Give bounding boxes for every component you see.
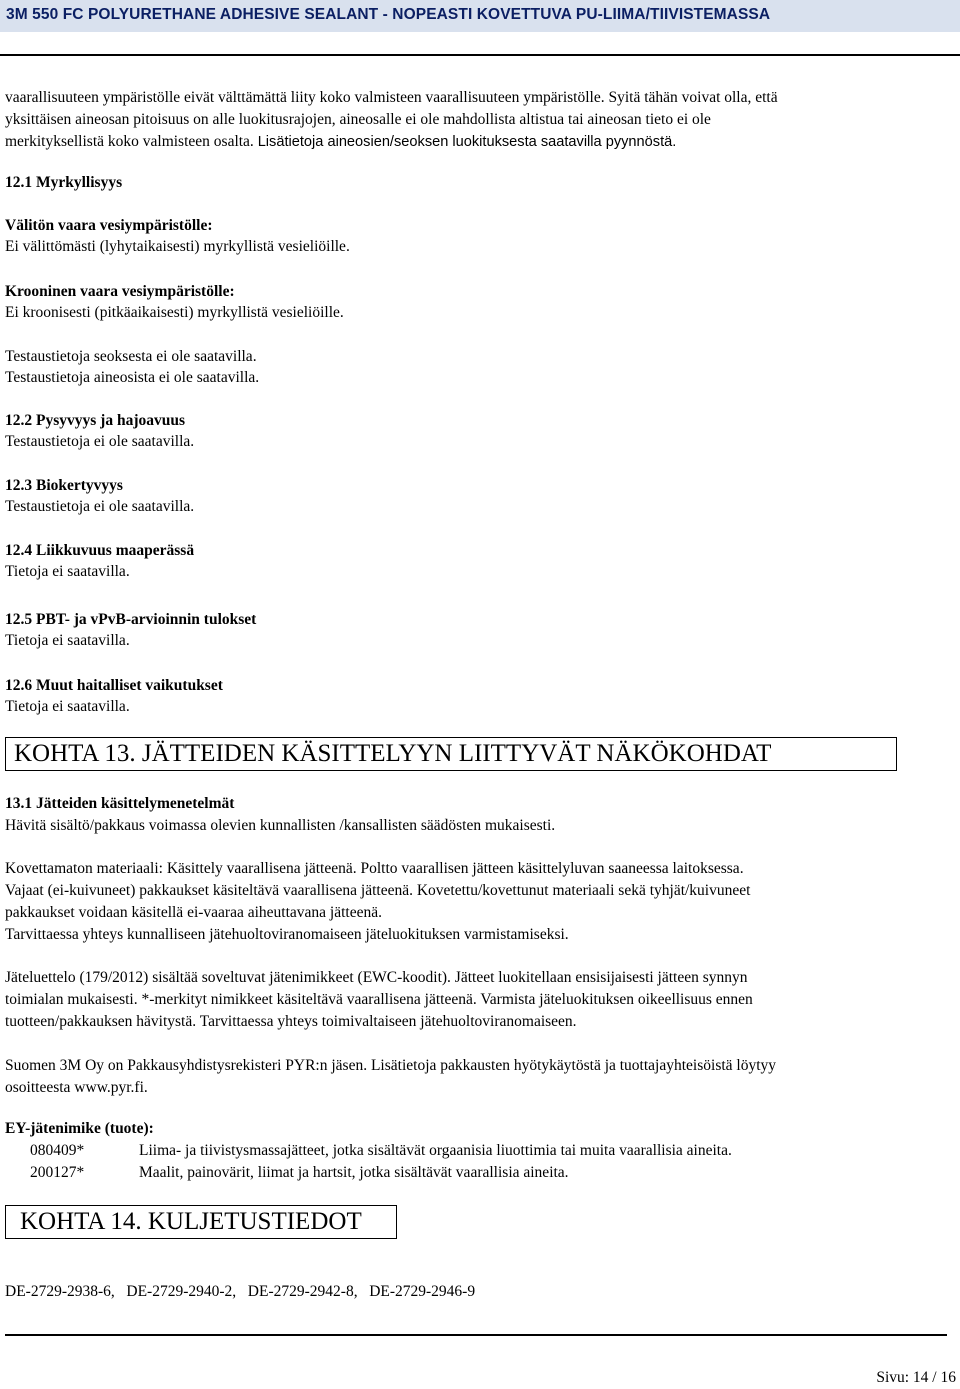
intro-line-3 — [5, 131, 676, 153]
s12-2-heading: 12.2 Pysyvyys ja hajoavuus — [5, 412, 185, 429]
s13-p1-line-4: Tarvittaessa yhteys kunnalliseen jätehuoltoviranomaiseen jäteluokituksen varmistamiseksi. — [5, 926, 569, 943]
s12-3-text: Testaustietoja ei ole saatavilla. — [5, 498, 195, 515]
footer-divider — [5, 1334, 947, 1336]
s13-1-heading: 13.1 Jätteiden käsittelymenetelmät — [5, 795, 235, 812]
s12-1-test-mixture: Testaustietoja seoksesta ei ole saatavilla. — [5, 348, 257, 365]
header-divider — [0, 54, 960, 56]
s13-p2-line-1: Jäteluettelo (179/2012) sisältää soveltuvat jätenimikkeet (EWC-koodit). Jätteet luokitellaan ensisijaisesti jätteen synnyn — [5, 969, 748, 986]
section-13-title: KOHTA 13. JÄTTEIDEN KÄSITTELYYN LIITTYVÄT NÄKÖKOHDAT — [14, 740, 772, 767]
ewc-heading: EY-jätenimike (tuote): — [5, 1120, 154, 1137]
s13-p1-line-1: Kovettamaton materiaali: Käsittely vaarallisena jätteenä. Poltto vaarallisen jätteen käsittelyluvan saaneessa laitoksessa. — [5, 860, 744, 877]
ewc-code-1: 080409* — [30, 1142, 85, 1159]
section-14-title: KOHTA 14. KULJETUSTIEDOT — [20, 1208, 362, 1235]
s12-1-test-ingredients: Testaustietoja aineosista ei ole saatavilla. — [5, 369, 260, 386]
s12-1-chronic-text: Ei kroonisesti (pitkäaikaisesti) myrkyllistä vesieliöille. — [5, 304, 344, 321]
s12-1-acute-text: Ei välittömästi (lyhytaikaisesti) myrkyllistä vesieliöille. — [5, 238, 350, 255]
s12-1-chronic-label: Krooninen vaara vesiympäristölle: — [5, 283, 235, 300]
s12-3-heading: 12.3 Biokertyvyys — [5, 477, 123, 494]
intro-line-3b: Lisätietoja aineosien/seoksen luokituksesta saatavilla pyynnöstä. — [257, 134, 677, 150]
document-header — [0, 0, 960, 32]
s12-1-acute-label: Välitön vaara vesiympäristölle: — [5, 217, 213, 234]
document-title: 3M 550 FC POLYURETHANE ADHESIVE SEALANT - NOPEASTI KOVETTUVA PU-LIIMA/TIIVISTEMASSA — [6, 6, 771, 23]
intro-line-3a: merkityksellistä koko valmisteen osalta. — [5, 133, 254, 150]
s12-1-heading: 12.1 Myrkyllisyys — [5, 174, 123, 191]
s13-p1-line-3: pakkaukset voidaan käsitellä ei-vaaraa aiheuttavana jätteenä. — [5, 904, 382, 921]
s13-p2-line-3: tuotteen/pakkauksen hävitystä. Tarvittaessa yhteys toimivaltaiseen jätehuoltoviranomaiseen. — [5, 1013, 577, 1030]
s13-p1-line-2: Vajaat (ei-kuivuneet) pakkaukset käsiteltävä vaarallisena jätteenä. Kovetettu/kovettunut materiaali sekä tyhjät/kuivuneet — [5, 882, 751, 899]
page-number: Sivu: 14 / 16 — [876, 1369, 956, 1386]
s12-4-heading: 12.4 Liikkuvuus maaperässä — [5, 542, 195, 559]
s12-2-text: Testaustietoja ei ole saatavilla. — [5, 433, 195, 450]
s13-1-text: Hävitä sisältö/pakkaus voimassa olevien kunnallisten /kansallisten säädösten mukaisesti. — [5, 817, 556, 834]
s12-5-heading: 12.5 PBT- ja vPvB-arvioinnin tulokset — [5, 611, 257, 628]
s12-5-text: Tietoja ei saatavilla. — [5, 632, 130, 649]
ewc-code-2: 200127* — [30, 1164, 85, 1181]
transport-codes: DE-2729-2938-6, DE-2729-2940-2, DE-2729-2942-8, DE-2729-2946-9 — [5, 1283, 476, 1300]
ewc-desc-1: Liima- ja tiivistysmassajätteet, jotka sisältävät orgaanisia liuottimia tai muita vaarallisia aineita. — [139, 1142, 732, 1159]
s12-4-text: Tietoja ei saatavilla. — [5, 563, 130, 580]
s13-p3-line-2: osoitteesta www.pyr.fi. — [5, 1079, 148, 1096]
intro-line-2: yksittäisen aineosan pitoisuus on alle luokitusrajojen, aineosalle ei ole mahdollista altistua tai aineosan tieto ei ole — [5, 111, 711, 128]
intro-line-1: vaarallisuuteen ympäristölle eivät välttämättä liity koko valmisteen vaarallisuuteen ympäristölle. Syitä tähän voivat olla, että — [5, 89, 778, 106]
s13-p2-line-2: toimialan mukaisesti. *-merkityt nimikkeet käsiteltävä vaarallisena jätteenä. Varmista jäteluokituksen oikeellisuus ennen — [5, 991, 753, 1008]
ewc-desc-2: Maalit, painovärit, liimat ja hartsit, jotka sisältävät vaarallisia aineita. — [139, 1164, 569, 1181]
s12-6-heading: 12.6 Muut haitalliset vaikutukset — [5, 677, 223, 694]
s12-6-text: Tietoja ei saatavilla. — [5, 698, 130, 715]
s13-p3-line-1: Suomen 3M Oy on Pakkausyhdistysrekisteri PYR:n jäsen. Lisätietoja pakkausten hyötykäytöstä ja tuottajayhteisöistä löytyy — [5, 1057, 777, 1074]
